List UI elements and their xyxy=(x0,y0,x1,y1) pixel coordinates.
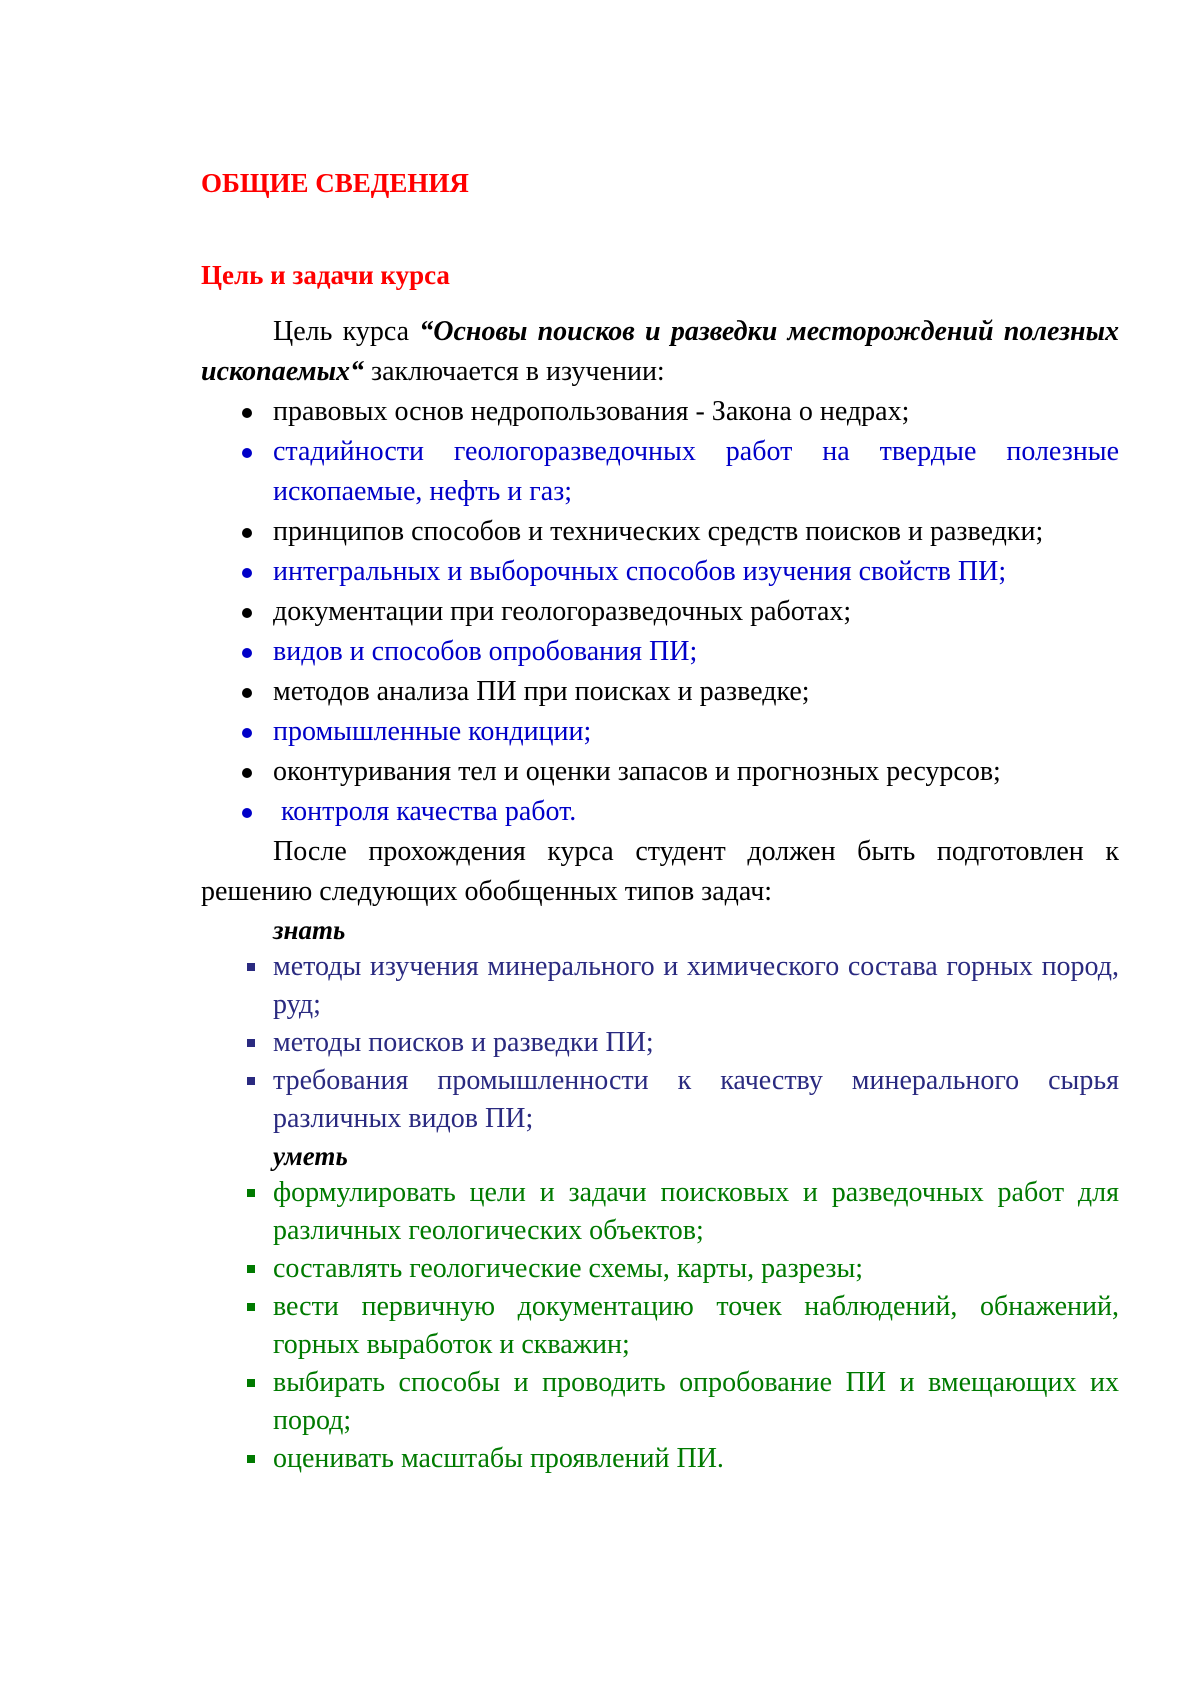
intro-paragraph xyxy=(201,312,1119,392)
can-item xyxy=(201,1250,1119,1288)
bullet-icon xyxy=(242,408,252,418)
study-item xyxy=(201,792,1119,832)
bullet-icon xyxy=(242,688,252,698)
know-item xyxy=(201,1062,1119,1138)
bullet-icon xyxy=(242,568,252,578)
can-item-text: составлять геологические схемы, карты, разрезы; xyxy=(273,1253,864,1284)
course-title-text: Основы поисков и разведки месторождений полезных ископаемых xyxy=(201,316,1120,387)
bullet-icon xyxy=(242,448,252,458)
study-item-text: стадийности геологоразведочных работ на твердые полезные ископаемые, нефть и газ; xyxy=(273,436,1119,507)
can-item xyxy=(201,1440,1119,1478)
study-topics-list xyxy=(201,392,1119,832)
square-bullet-icon xyxy=(247,1265,255,1273)
study-item xyxy=(201,432,1119,512)
bullet-icon xyxy=(242,648,252,658)
bullet-icon xyxy=(242,608,252,618)
open-quote: “ xyxy=(419,316,434,347)
can-item-text: оценивать масштабы проявлений ПИ. xyxy=(273,1443,724,1474)
know-item-text: методы изучения минерального и химического состава горных пород, руд; xyxy=(273,951,1119,1020)
square-bullet-icon xyxy=(247,1039,255,1047)
study-item-text: документации при геологоразведочных работах; xyxy=(273,596,852,627)
know-item-text: методы поисков и разведки ПИ; xyxy=(273,1027,654,1058)
can-item-text: выбирать способы и проводить опробование ПИ и вмещающих их пород; xyxy=(273,1367,1119,1436)
bullet-icon xyxy=(242,728,252,738)
square-bullet-icon xyxy=(247,1077,255,1085)
study-item-text: промышленные кондиции; xyxy=(273,716,592,747)
study-item-text: интегральных и выборочных способов изучения свойств ПИ; xyxy=(273,556,1007,587)
know-list xyxy=(201,948,1119,1138)
study-item-text: правовых основ недропользования - Закона о недрах; xyxy=(273,396,910,427)
study-item-text: принципов способов и технических средств поисков и разведки; xyxy=(273,516,1044,547)
intro-suffix: заключается в изучении: xyxy=(364,356,665,387)
study-item xyxy=(201,632,1119,672)
know-item-text: требования промышленности к качеству минерального сырья различных видов ПИ; xyxy=(273,1065,1119,1134)
study-item-text: оконтуривания тел и оценки запасов и прогнозных ресурсов; xyxy=(273,756,1001,787)
bullet-icon xyxy=(242,528,252,538)
square-bullet-icon xyxy=(247,963,255,971)
study-item xyxy=(201,592,1119,632)
can-item-text: вести первичную документацию точек наблюдений, обнажений, горных выработок и скважин; xyxy=(273,1291,1119,1360)
close-quote: “ xyxy=(350,356,365,387)
page-title: ОБЩИЕ СВЕДЕНИЯ xyxy=(201,168,469,198)
outcome-paragraph: После прохождения курса студент должен быть подготовлен к решению следующих обобщенных типов задач: xyxy=(201,836,1119,907)
study-item-text: методов анализа ПИ при поисках и разведке; xyxy=(273,676,810,707)
intro-prefix: Цель курса xyxy=(273,316,420,347)
square-bullet-icon xyxy=(247,1189,255,1197)
square-bullet-icon xyxy=(247,1303,255,1311)
study-item xyxy=(201,752,1119,792)
study-item xyxy=(201,552,1119,592)
can-item-text: формулировать цели и задачи поисковых и разведочных работ для различных геологических объектов; xyxy=(273,1177,1119,1246)
square-bullet-icon xyxy=(247,1455,255,1463)
bullet-icon xyxy=(242,768,252,778)
know-item xyxy=(201,948,1119,1024)
study-item-text: видов и способов опробования ПИ; xyxy=(273,636,698,667)
can-item xyxy=(201,1288,1119,1364)
document-page xyxy=(201,165,1119,1478)
study-item-text: контроля качества работ. xyxy=(281,796,577,827)
know-item xyxy=(201,1024,1119,1062)
study-item xyxy=(201,512,1119,552)
can-item xyxy=(201,1364,1119,1440)
study-item xyxy=(201,672,1119,712)
know-label: знать xyxy=(273,915,346,945)
can-label: уметь xyxy=(273,1141,348,1171)
study-item xyxy=(201,712,1119,752)
bullet-icon xyxy=(242,808,252,818)
study-item xyxy=(201,392,1119,432)
can-list xyxy=(201,1174,1119,1478)
section-title: Цель и задачи курса xyxy=(201,260,450,290)
can-item xyxy=(201,1174,1119,1250)
square-bullet-icon xyxy=(247,1379,255,1387)
